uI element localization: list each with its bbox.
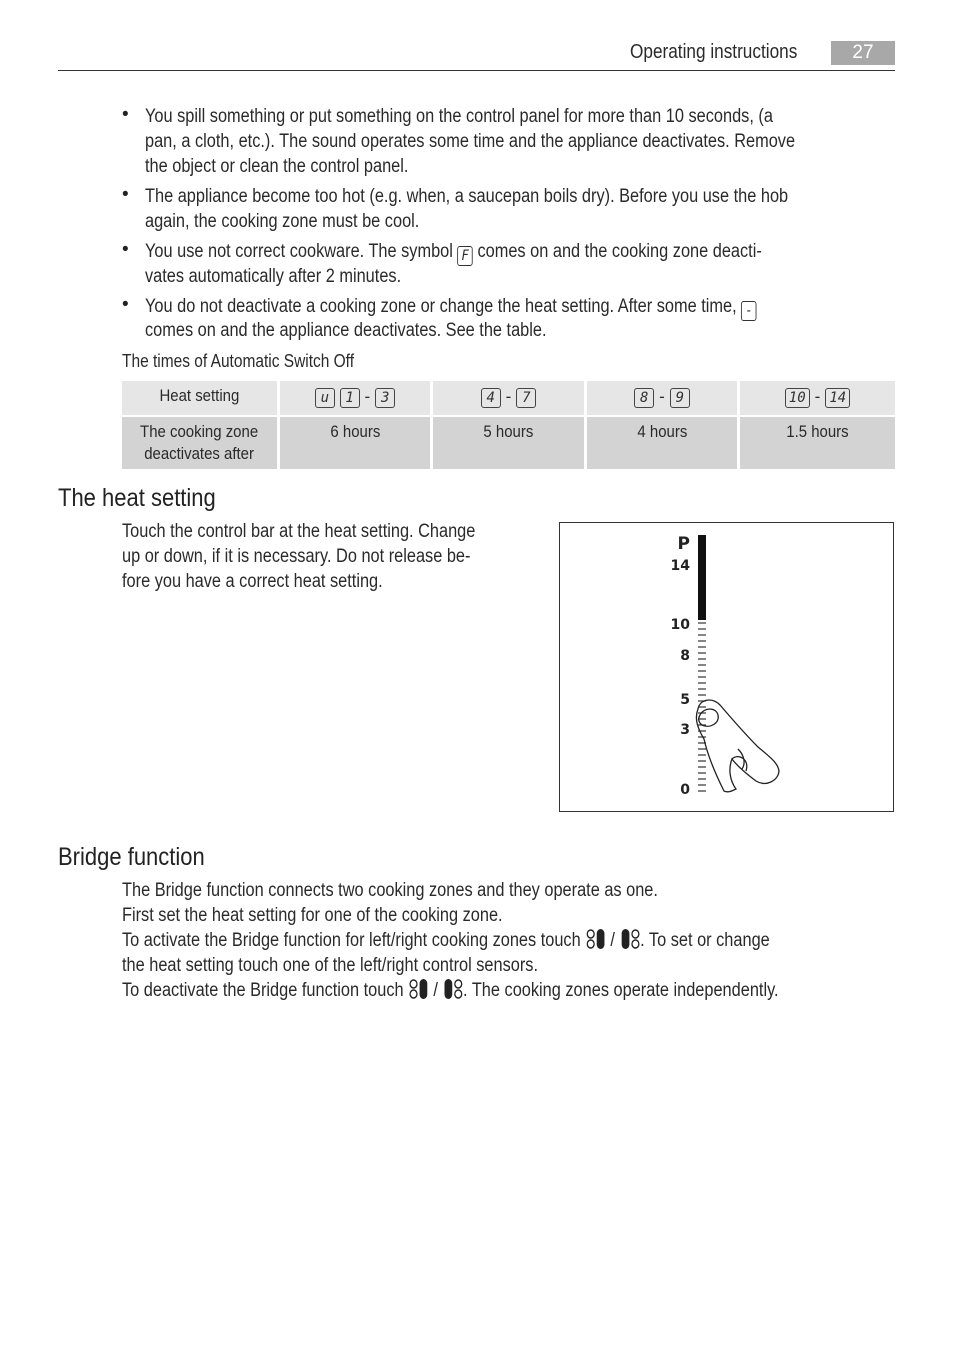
scale-label-8: 8 xyxy=(680,648,690,664)
hours-cell: 4 hours xyxy=(587,417,740,469)
scale-label-14: 14 xyxy=(670,558,690,574)
slash: / xyxy=(433,980,438,1001)
bridge-line-1: The Bridge function connects two cooking zones and they operate as one. xyxy=(122,880,658,901)
bridge-left-icon xyxy=(408,978,429,1000)
bridge-line-3-text-a: To activate the Bridge function for left/right cooking zones touch xyxy=(122,930,581,951)
scale-label-10: 10 xyxy=(670,617,690,633)
segment-digit: u xyxy=(315,388,335,408)
bridge-right-icon xyxy=(620,928,641,950)
bridge-line-4: the heat setting touch one of the left/right control sensors. xyxy=(122,955,539,976)
bullet-marker: • xyxy=(122,184,129,205)
header-rule xyxy=(58,70,895,71)
bridge-line-3-text-b: . To set or change xyxy=(640,930,770,951)
segment-digit: 4 xyxy=(481,388,501,408)
symbol-dash-icon: - xyxy=(741,301,756,321)
bullet-3-text-b: comes on and the cooking zone deacti- xyxy=(477,241,762,262)
symbol-f-icon: F xyxy=(457,246,472,266)
finger-icon xyxy=(696,700,779,792)
heat-setting-line-1: Touch the control bar at the heat setting. Change xyxy=(122,521,476,542)
segment-digit: 10 xyxy=(785,388,810,408)
section-heading-bridge: Bridge function xyxy=(58,843,205,871)
bullet-4-line-2: comes on and the appliance deactivates. See the table. xyxy=(145,320,547,341)
segment-digit: 9 xyxy=(670,388,690,408)
control-bar-illustration xyxy=(560,523,893,811)
control-bar-figure xyxy=(559,522,894,812)
control-bar-filled xyxy=(698,535,706,620)
bridge-line-5 xyxy=(122,978,779,1003)
bullet-1-line-3: the object or clean the control panel. xyxy=(145,156,409,177)
scale-label-0: 0 xyxy=(680,782,690,798)
table-row xyxy=(122,381,895,417)
range-cell xyxy=(280,381,433,417)
bullet-4-line-1 xyxy=(145,294,757,321)
heat-setting-line-2: up or down, if it is necessary. Do not release be- xyxy=(122,546,471,567)
heat-setting-line-3: fore you have a correct heat setting. xyxy=(122,571,383,592)
bullet-marker: • xyxy=(122,104,129,125)
segment-digit: 7 xyxy=(516,388,536,408)
bridge-line-2: First set the heat setting for one of the cooking zone. xyxy=(122,905,503,926)
bullet-2-line-2: again, the cooking zone must be cool. xyxy=(145,211,420,232)
bridge-line-5-text-b: . The cooking zones operate independently. xyxy=(463,980,779,1001)
bridge-line-3 xyxy=(122,928,770,953)
scale-label-5: 5 xyxy=(680,692,690,708)
slash: / xyxy=(610,930,615,951)
range-cell xyxy=(433,381,587,417)
segment-digit: 1 xyxy=(340,388,360,408)
bullet-1-line-1: You spill something or put something on the control panel for more than 10 seconds, (a xyxy=(145,106,773,127)
range-cell xyxy=(740,381,895,417)
bullet-2-line-1: The appliance become too hot (e.g. when, a saucepan boils dry). Before you use the hob xyxy=(145,186,789,207)
bullet-4-text-a: You do not deactivate a cooking zone or change the heat setting. After some time, xyxy=(145,296,737,317)
hours-cell: 6 hours xyxy=(280,417,433,469)
bridge-left-icon xyxy=(585,928,606,950)
table-row xyxy=(122,417,895,469)
segment-digit: 3 xyxy=(375,388,395,408)
bullet-3-line-2: vates automatically after 2 minutes. xyxy=(145,266,402,287)
switch-off-table xyxy=(122,381,895,469)
range-dash: - xyxy=(505,387,512,406)
bridge-right-icon xyxy=(442,978,463,1000)
page-number: 27 xyxy=(831,41,895,65)
range-cell xyxy=(587,381,740,417)
segment-digit: 14 xyxy=(825,388,850,408)
range-dash: - xyxy=(364,387,371,406)
table-caption: The times of Automatic Switch Off xyxy=(122,351,355,371)
bullet-3-text-a: You use not correct cookware. The symbol xyxy=(145,241,453,262)
range-dash: - xyxy=(814,387,821,406)
row-label-heat-setting: Heat setting xyxy=(122,381,280,417)
bullet-3-line-1 xyxy=(145,239,762,266)
running-header: Operating instructions xyxy=(630,41,798,63)
scale-label-3: 3 xyxy=(680,722,690,738)
section-heading-heat-setting: The heat setting xyxy=(58,484,216,512)
range-dash: - xyxy=(659,387,665,406)
row-label-line-2: deactivates after xyxy=(144,444,255,463)
hours-cell: 1.5 hours xyxy=(740,417,895,469)
bridge-line-5-text-a: To deactivate the Bridge function touch xyxy=(122,980,404,1001)
bullet-marker: • xyxy=(122,239,129,260)
scale-label-p: P xyxy=(677,534,690,554)
hours-cell: 5 hours xyxy=(433,417,587,469)
row-label-deactivates xyxy=(122,417,280,469)
bullet-1-line-2: pan, a cloth, etc.). The sound operates some time and the appliance deactivates. Remove xyxy=(145,131,796,152)
row-label-line-1: The cooking zone xyxy=(140,422,259,441)
bullet-marker: • xyxy=(122,294,129,315)
segment-digit: 8 xyxy=(634,388,654,408)
